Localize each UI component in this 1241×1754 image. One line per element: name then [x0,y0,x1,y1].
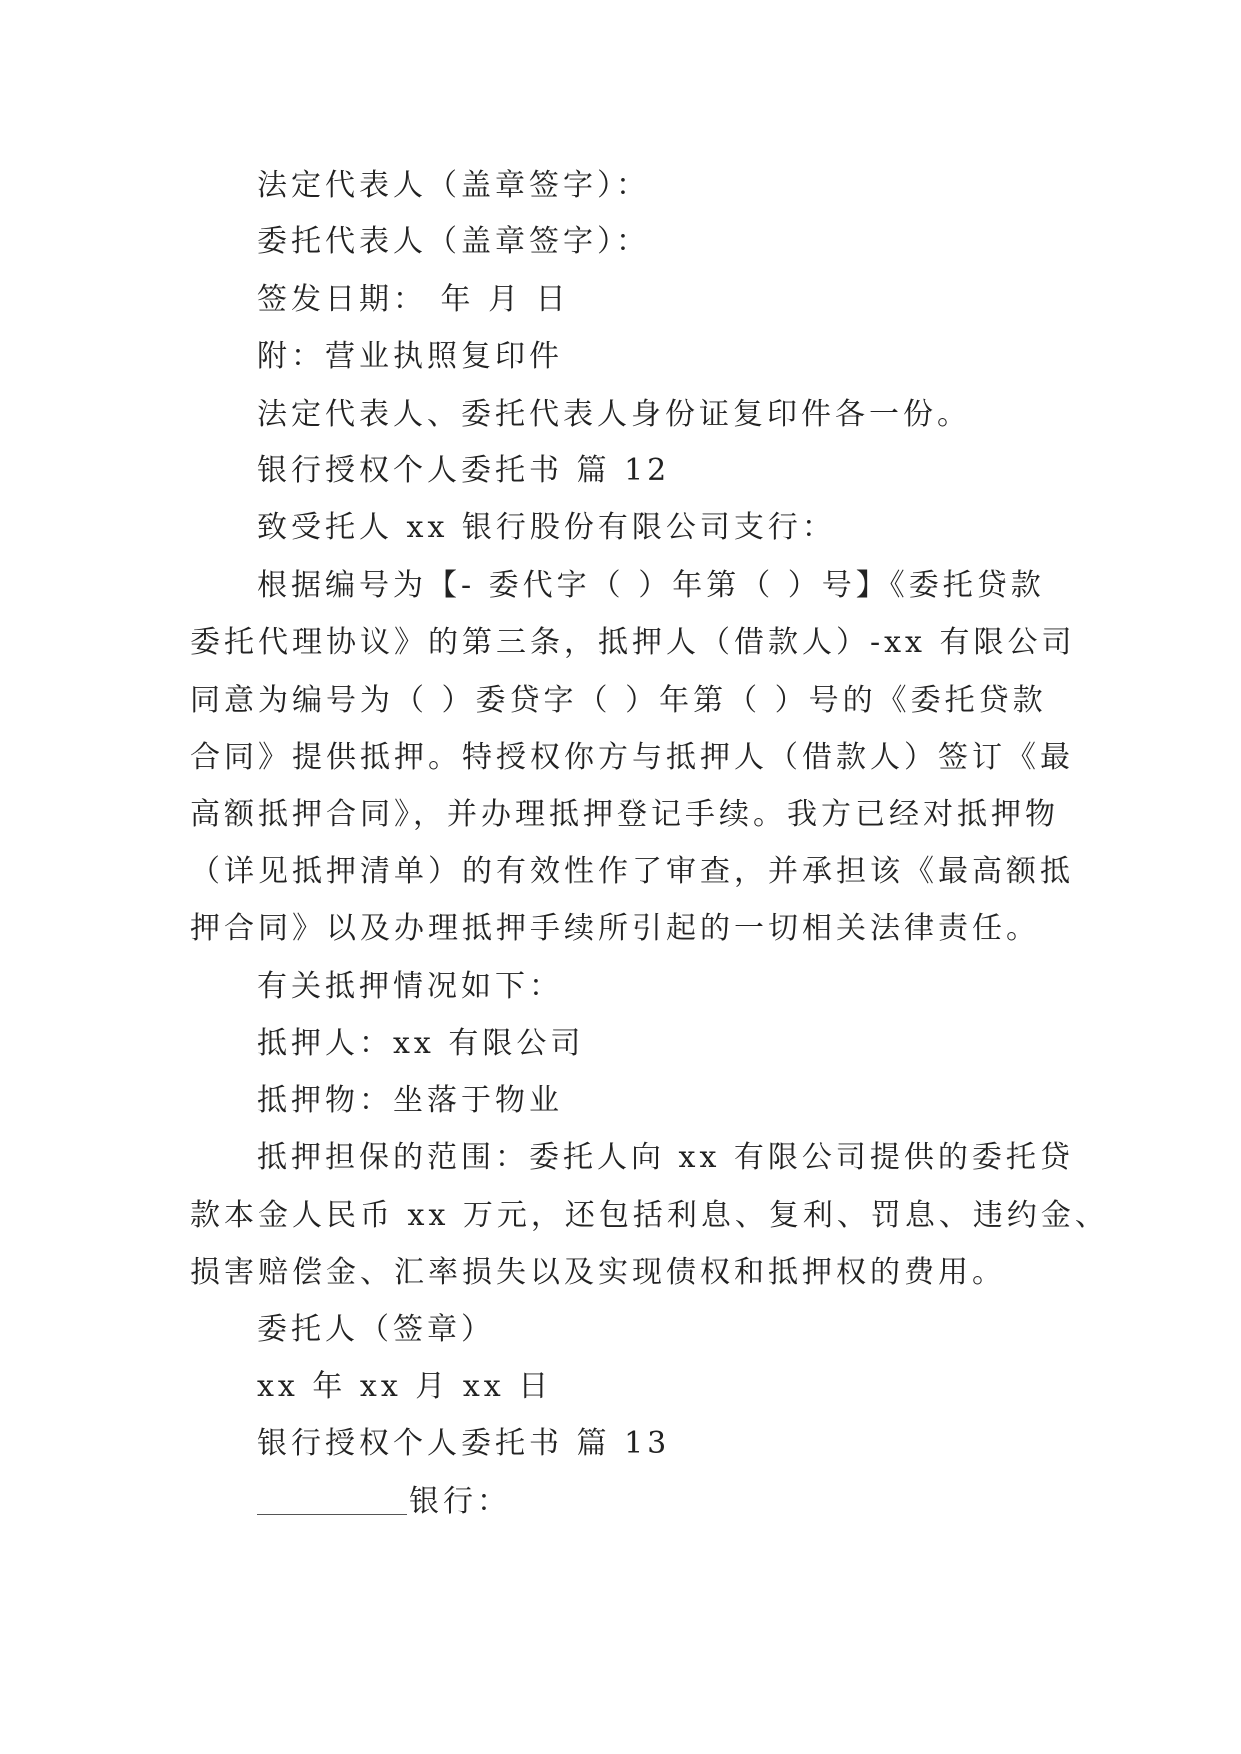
body-paragraph-line: 高额抵押合同》，并办理抵押登记手续。我方已经对抵押物 [190,797,1059,832]
id-copies-line: 法定代表人、委托代表人身份证复印件各一份。 [257,397,971,432]
body-paragraph-line: （详见抵押清单）的有效性作了审查，并承担该《最高额抵 [190,854,1074,889]
guarantee-scope-line: 损害赔偿金、汇率损失以及实现债权和抵押权的费用。 [190,1255,1006,1290]
mortgaged-property-line: 抵押物：坐落于物业 [257,1083,563,1118]
bank-addressee-line: 银行： [0,1482,1241,1522]
principal-signature-line: 委托人（签章） [257,1312,495,1347]
body-paragraph-line: 委托代理协议》的第三条，抵押人（借款人）-xx 有限公司 [190,625,1076,660]
attachment-line: 附：营业执照复印件 [257,339,563,374]
date-line: xx 年 xx 月 xx 日 [257,1369,553,1404]
fill-in-blank [257,1482,407,1515]
mortgage-info-heading: 有关抵押情况如下： [257,969,563,1004]
body-paragraph-line: 押合同》以及办理抵押手续所引起的一切相关法律责任。 [190,911,1040,946]
body-paragraph-line: 同意为编号为（ ）委贷字（ ）年第（ ）号的《委托贷款 [190,683,1047,718]
section-heading-12: 银行授权个人委托书 篇 12 [257,453,671,488]
mortgagor-line: 抵押人：xx 有限公司 [257,1026,585,1061]
body-paragraph-line: 合同》提供抵押。特授权你方与抵押人（借款人）签订《最 [190,740,1074,775]
body-paragraph-line: 根据编号为【- 委代字（ ）年第（ ）号】《委托贷款 [257,568,1045,603]
guarantee-scope-line: 抵押担保的范围：委托人向 xx 有限公司提供的委托贷 [257,1140,1074,1175]
legal-rep-signature-line: 法定代表人（盖章签字）： [257,168,650,203]
issue-date-line: 签发日期： 年 月 日 [257,282,570,317]
addressee-line: 致受托人 xx 银行股份有限公司支行： [257,510,836,545]
authorized-rep-signature-line: 委托代表人（盖章签字）： [257,224,650,259]
guarantee-scope-line: 款本金人民币 xx 万元，还包括利息、复利、罚息、违约金、 [190,1198,1109,1233]
section-heading-13: 银行授权个人委托书 篇 13 [257,1426,671,1461]
